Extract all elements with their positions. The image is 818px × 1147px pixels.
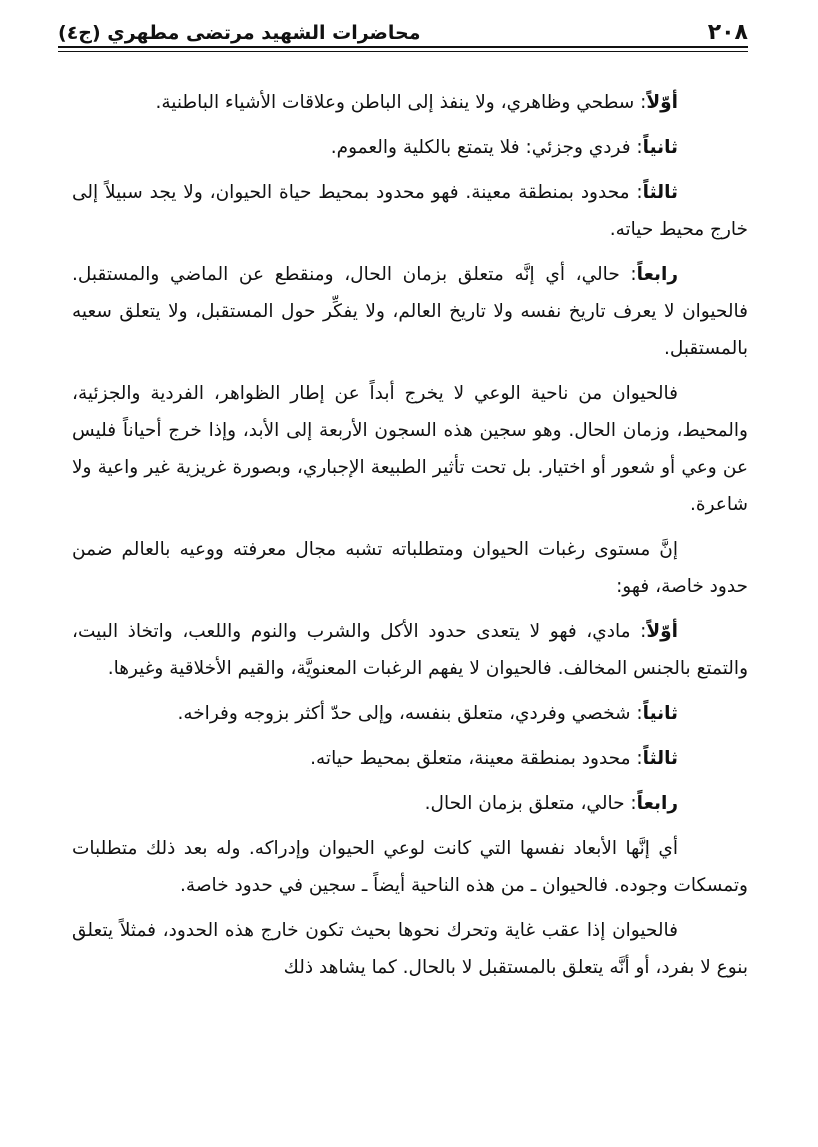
paragraph [72,613,748,687]
page-body [72,84,748,994]
item-lead: أوّلاً [646,92,678,113]
paragraph-text: : مادي، فهو لا يتعدى حدود الأكل والشرب والنوم واللعب، واتخاذ البيت، والتمتع بالجنس المخالف. فالحيوان لا يفهم الرغبات المعنويَّة، والقيم الأخلاقية وغيرها. [72,621,748,679]
paragraph-text: فالحيوان من ناحية الوعي لا يخرج أبداً عن إطار الظواهر، الفردية والجزئية، والمحيط، وزمان الحال. وهو سجين هذه السجون الأربعة إلى الأبد، وإذا خرج أحياناً فليس عن وعي أو شعور أو اختيار. بل تحت تأثير الطبيعة الإجباري، وبصورة غريزية غير واعية ولا شاعرة. [72,383,748,515]
item-lead: ثالثاً [642,748,678,769]
book-title: محاضرات الشهيد مرتضى مطهري (ج٤) [58,22,421,44]
paragraph [72,531,748,605]
paragraph-text: إنَّ مستوى رغبات الحيوان ومتطلباته تشبه مجال معرفته ووعيه بالعالم ضمن حدود خاصة، فهو: [72,539,748,597]
item-lead: ثانياً [642,137,678,158]
paragraph-text: : حالي، أي إنَّه متعلق بزمان الحال، ومنقطع عن الماضي والمستقبل. فالحيوان لا يعرف تاريخ نفسه ولا تاريخ العالم، ولا يفكِّر حول المستقبل، ولا يتعلق سعيه بالمستقبل. [72,264,748,359]
item-lead: ثالثاً [642,182,678,203]
paragraph-text: : محدود بمنطقة معينة. فهو محدود بمحيط حياة الحيوان، ولا يجد سبيلاً إلى خارج محيط حياته. [72,182,748,240]
paragraph [72,830,748,904]
item-lead: أوّلاً [646,621,678,642]
item-lead: ثانياً [642,703,678,724]
paragraph-text: : سطحي وظاهري، ولا ينفذ إلى الباطن وعلاقات الأشياء الباطنية. [155,92,647,113]
page-number: ٢٠٨ [707,20,748,45]
paragraph-text: : محدود بمنطقة معينة، متعلق بمحيط حياته. [310,748,643,769]
paragraph-text: : شخصي وفردي، متعلق بنفسه، وإلى حدّ أكثر بزوجه وفراخه. [177,703,643,724]
paragraph [72,174,748,248]
paragraph [72,256,748,367]
paragraph [72,785,748,822]
paragraph [72,375,748,523]
paragraph [72,740,748,777]
paragraph [72,912,748,986]
paragraph-text: : فردي وجزئي: فلا يتمتع بالكلية والعموم. [330,137,643,158]
paragraph [72,84,748,121]
header-rule-thin [58,51,748,52]
paragraph [72,695,748,732]
paragraph-text: فالحيوان إذا عقب غاية وتحرك نحوها بحيث تكون خارج هذه الحدود، فمثلاً يتعلق بنوع لا بفرد، أو أنَّه يتعلق بالمستقبل لا بالحال. كما يشاهد ذلك [72,920,748,978]
item-lead: رابعاً [636,793,678,814]
paragraph-text: : حالي، متعلق بزمان الحال. [424,793,637,814]
item-lead: رابعاً [636,264,678,285]
header-rule-thick [58,46,748,48]
paragraph [72,129,748,166]
paragraph-text: أي إنَّها الأبعاد نفسها التي كانت لوعي الحيوان وإدراكه. وله بعد ذلك متطلبات وتمسكات وجوده. فالحيوان ـ من هذه الناحية أيضاً ـ سجين في حدود خاصة. [72,838,748,896]
